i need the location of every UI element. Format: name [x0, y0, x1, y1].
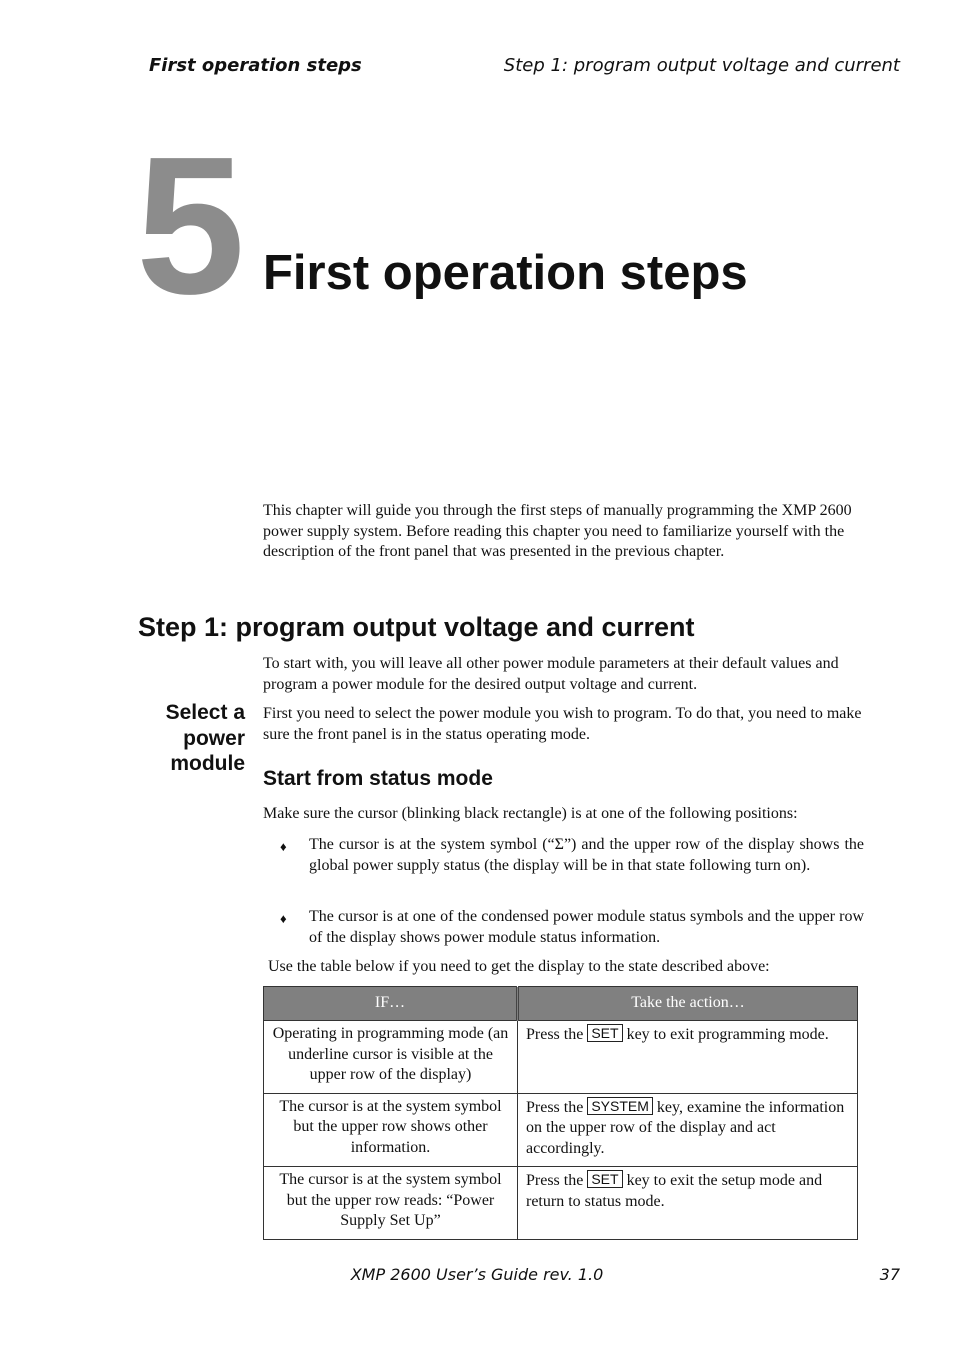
action-text-pre: Press the [526, 1098, 584, 1116]
action-text-post: key to exit the setup mode and return to status mode. [526, 1172, 823, 1210]
action-table [263, 986, 858, 1240]
section-paragraph-4: Use the table below if you need to get the display to the state described above: [268, 958, 770, 975]
section-paragraph-1: To start with, you will leave all other power module parameters at their default values and program a power module for the desired output voltage and current. [263, 655, 839, 693]
subsection-heading: Start from status mode [263, 767, 493, 790]
action-text-post: key to exit programming mode. [626, 1026, 829, 1043]
table-cell-condition: The cursor is at the system symbol but the upper row reads: “Power Supply Set Up” [264, 1167, 518, 1240]
table-header-action: Take the action… [518, 987, 858, 1021]
bullet-text: The cursor is at one of the condensed power module status symbols and the upper row of the display shows power module status information. [309, 908, 864, 946]
chapter-number: 5 [136, 116, 246, 335]
diamond-bullet-icon: ♦ [280, 839, 287, 854]
action-text-pre: Press the [526, 1172, 584, 1189]
footer-guide-title: XMP 2600 User’s Guide rev. 1.0 [350, 1265, 604, 1284]
diamond-bullet-icon: ♦ [280, 911, 287, 926]
table-cell-condition: The cursor is at the system symbol but the upper row shows other information. [264, 1093, 518, 1167]
table-row [264, 1021, 858, 1094]
key-label-set: SET [587, 1024, 622, 1042]
table-header-row [264, 987, 858, 1021]
bullet-item-1 [280, 835, 864, 876]
key-label-system: SYSTEM [587, 1097, 653, 1115]
table-row [264, 1093, 858, 1167]
table-cell-action [518, 1021, 858, 1094]
section-heading: Step 1: program output voltage and current [138, 612, 695, 642]
action-text-pre: Press the [526, 1026, 584, 1043]
intro-paragraph: This chapter will guide you through the first steps of manually programming the XMP 2600 power supply system. Before reading this chapter you need to familiarize yourself with the description of the front panel that was presented in the previous chapter. [263, 502, 852, 560]
table-row [264, 1167, 858, 1240]
running-header-section: Step 1: program output voltage and current [503, 55, 900, 76]
running-header-chapter: First operation steps [149, 55, 362, 76]
key-label-set: SET [587, 1170, 622, 1188]
section-paragraph-3: Make sure the cursor (blinking black rectangle) is at one of the following positions: [263, 805, 798, 822]
bullet-item-2 [280, 907, 864, 948]
page-number: 37 [879, 1265, 900, 1284]
table-cell-condition: Operating in programming mode (an underline cursor is visible at the upper row of the display) [264, 1021, 518, 1094]
action-text-post: key, examine the information on the upper row of the display and act accordingly. [526, 1098, 845, 1157]
table-header-if: IF… [264, 987, 518, 1021]
side-heading: Select a power module [165, 701, 245, 775]
chapter-title: First operation steps [263, 246, 748, 300]
section-paragraph-2: First you need to select the power module you wish to program. To do that, you need to make sure the front panel is in the status operating mode. [263, 705, 862, 743]
table-cell-action [518, 1167, 858, 1240]
table-cell-action [518, 1093, 858, 1167]
bullet-text: The cursor is at the system symbol (“Σ”) and the upper row of the display shows the global power supply status (the display will be in that state following turn on). [309, 836, 864, 874]
